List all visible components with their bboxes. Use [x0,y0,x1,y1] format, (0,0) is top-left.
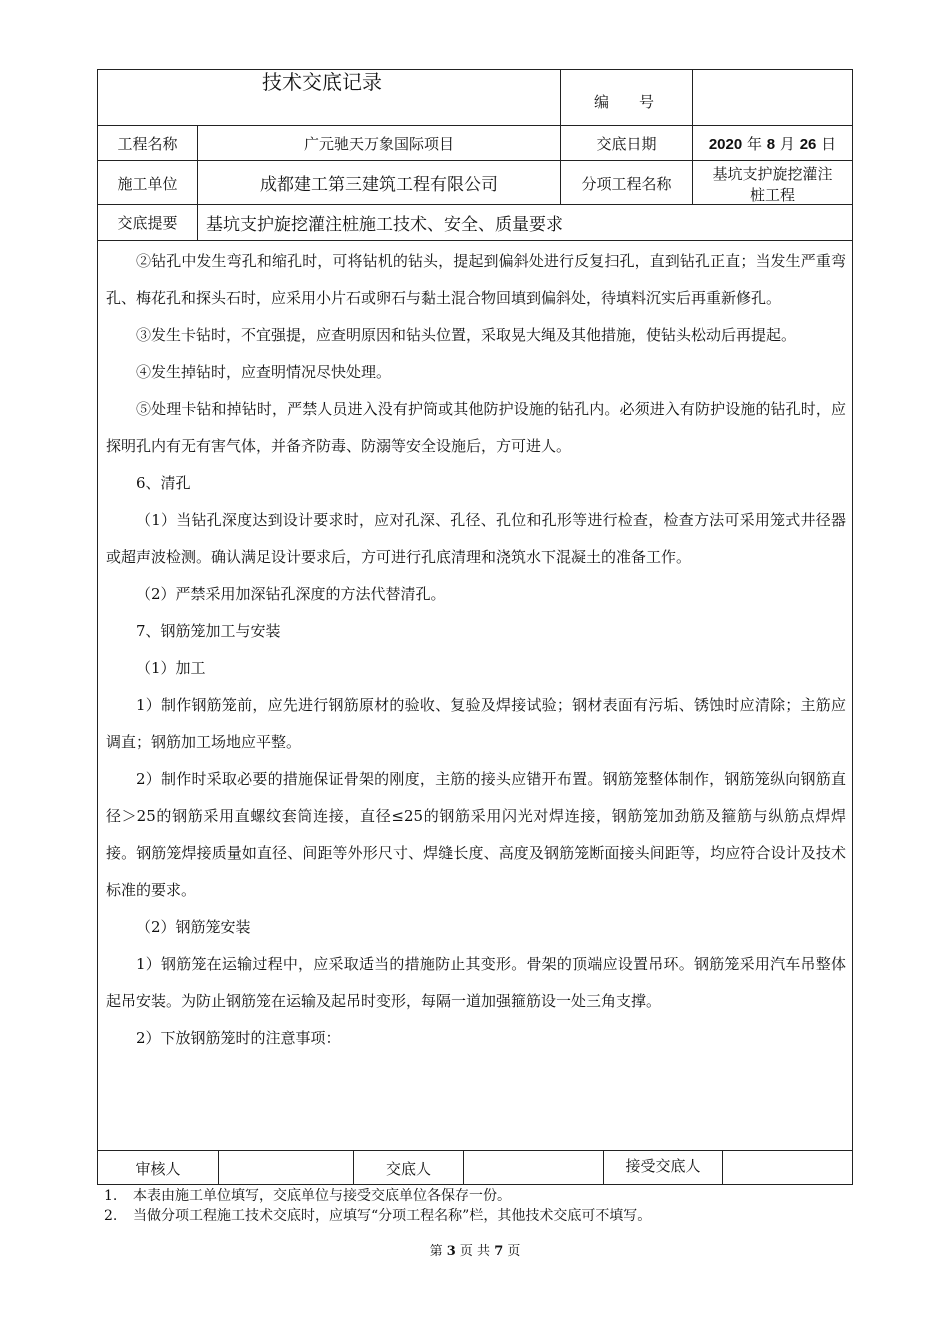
page-total: 7 [494,1244,504,1259]
date-day-unit: 日 [821,135,837,153]
paragraph: 2）下放钢筋笼时的注意事项： [136,1029,341,1047]
note-item [104,1206,651,1226]
border-top [97,69,853,70]
summary-value: 基坑支护旋挖灌注桩施工技术、安全、质量要求 [206,215,563,235]
paragraph: ⑤处理卡钻和掉钻时，严禁人员进入没有护筒或其他防护设施的钻孔内。必须进入有防护设施的钻孔时，应探明孔内有无有害气体，并备齐防毒、防溺等安全设施后，方可进人。 [106,400,846,455]
sig-col-3 [463,1150,464,1185]
paragraph: ④发生掉钻时，应查明情况尽快处理。 [136,363,392,381]
page-mid: 页 共 [459,1244,491,1259]
border-right [852,69,853,1150]
paragraph: 2）制作时采取必要的措施保证骨架的刚度，主筋的接头应错开布置。钢筋笼整体制作，钢筋笼纵向钢筋直径＞25的钢筋采用直螺纹套筒连接，直径≤25的钢筋采用闪光对焊连接，钢筋笼加劲筋及箍筋与纵筋点焊焊接。钢筋笼焊接质量如直径、间距等外形尺寸、焊缝长度、高度及钢筋笼断面接头间距等，均应符合设计及技术标准的要求。 [106,770,846,899]
row-line-4 [97,240,853,241]
section-heading: 6、清孔 [136,474,191,492]
page-footer [0,1240,950,1259]
note-item [104,1186,651,1206]
sig-col-1 [218,1150,219,1185]
page-current: 3 [446,1244,456,1259]
project-value: 广元驰天万象国际项目 [303,135,454,153]
page-prefix: 第 [429,1244,443,1259]
discloser-label: 交底人 [385,1160,431,1178]
subitem-value-line1: 基坑支护旋挖灌注 [712,165,833,183]
date-value [693,133,852,154]
paragraph: （2）严禁采用加深钻孔深度的方法代替清孔。 [136,585,446,603]
note-number: 1. [104,1188,118,1204]
row-line-1 [97,125,853,126]
row-line-6 [97,1184,853,1185]
subitem-value-line2: 桩工程 [749,186,795,204]
paragraph: ②钻孔中发生弯孔和缩孔时，可将钻机的钻头，提起到偏斜处进行反复扫孔，直到钻孔正直；当发生严重弯孔、梅花孔和探头石时，应采用小片石或卵石与黏土混合物回填到偏斜处，待填料沉实后再重新修孔。 [106,252,846,307]
subsection-heading: （2）钢筋笼安装 [136,918,251,936]
project-label: 工程名称 [117,135,178,153]
paragraph: 1）制作钢筋笼前，应先进行钢筋原材的验收、复验及焊接试验；钢材表面有污垢、锈蚀时应清除；主筋应调直；钢筋加工场地应平整。 [106,696,846,751]
date-year: 2020 [708,136,743,153]
subitem-label: 分项工程名称 [581,175,672,193]
date-year-unit: 年 [746,135,762,153]
disclosure-content [106,243,846,1057]
number-label: 编 号 [594,93,655,111]
form-notes [104,1186,651,1226]
row-line-5 [97,1150,853,1151]
note-number: 2. [104,1208,118,1224]
unit-value: 成都建工第三建筑工程有限公司 [260,175,498,195]
row-line-2 [97,160,853,161]
summary-label: 交底提要 [117,214,178,232]
subsection-heading: （1）加工 [136,659,206,677]
note-text: 当做分项工程施工技术交底时，应填写“分项工程名称”栏，其他技术交底可不填写。 [133,1208,652,1224]
date-month: 8 [766,136,776,153]
note-text: 本表由施工单位填写，交底单位与接受交底单位各保存一份。 [133,1188,511,1204]
receiver-label: 接受交底人 [625,1157,701,1175]
date-day: 26 [799,136,817,153]
sig-border-right [852,1150,853,1185]
unit-label: 施工单位 [117,175,178,193]
date-month-unit: 月 [779,135,795,153]
form-title: 技术交底记录 [262,70,382,94]
page-suffix: 页 [507,1244,521,1259]
sig-col-5 [722,1150,723,1185]
paragraph: ③发生卡钻时，不宜强提，应查明原因和钻头位置，采取晃大绳及其他措施，使钻头松动后再提起。 [136,326,797,344]
paragraph: 1）钢筋笼在运输过程中，应采取适当的措施防止其变形。骨架的顶端应设置吊环。钢筋笼采用汽车吊整体起吊安装。为防止钢筋笼在运输及起吊时变形，每隔一道加强箍筋设一处三角支撑。 [106,955,846,1010]
section-heading: 7、钢筋笼加工与安装 [136,622,281,640]
reviewer-label: 审核人 [135,1160,181,1178]
paragraph: （1）当钻孔深度达到设计要求时，应对孔深、孔径、孔位和孔形等进行检查，检查方法可采用笼式井径器或超声波检测。确认满足设计要求后，方可进行孔底清理和浇筑水下混凝土的准备工作。 [106,511,846,566]
date-label: 交底日期 [596,135,657,153]
